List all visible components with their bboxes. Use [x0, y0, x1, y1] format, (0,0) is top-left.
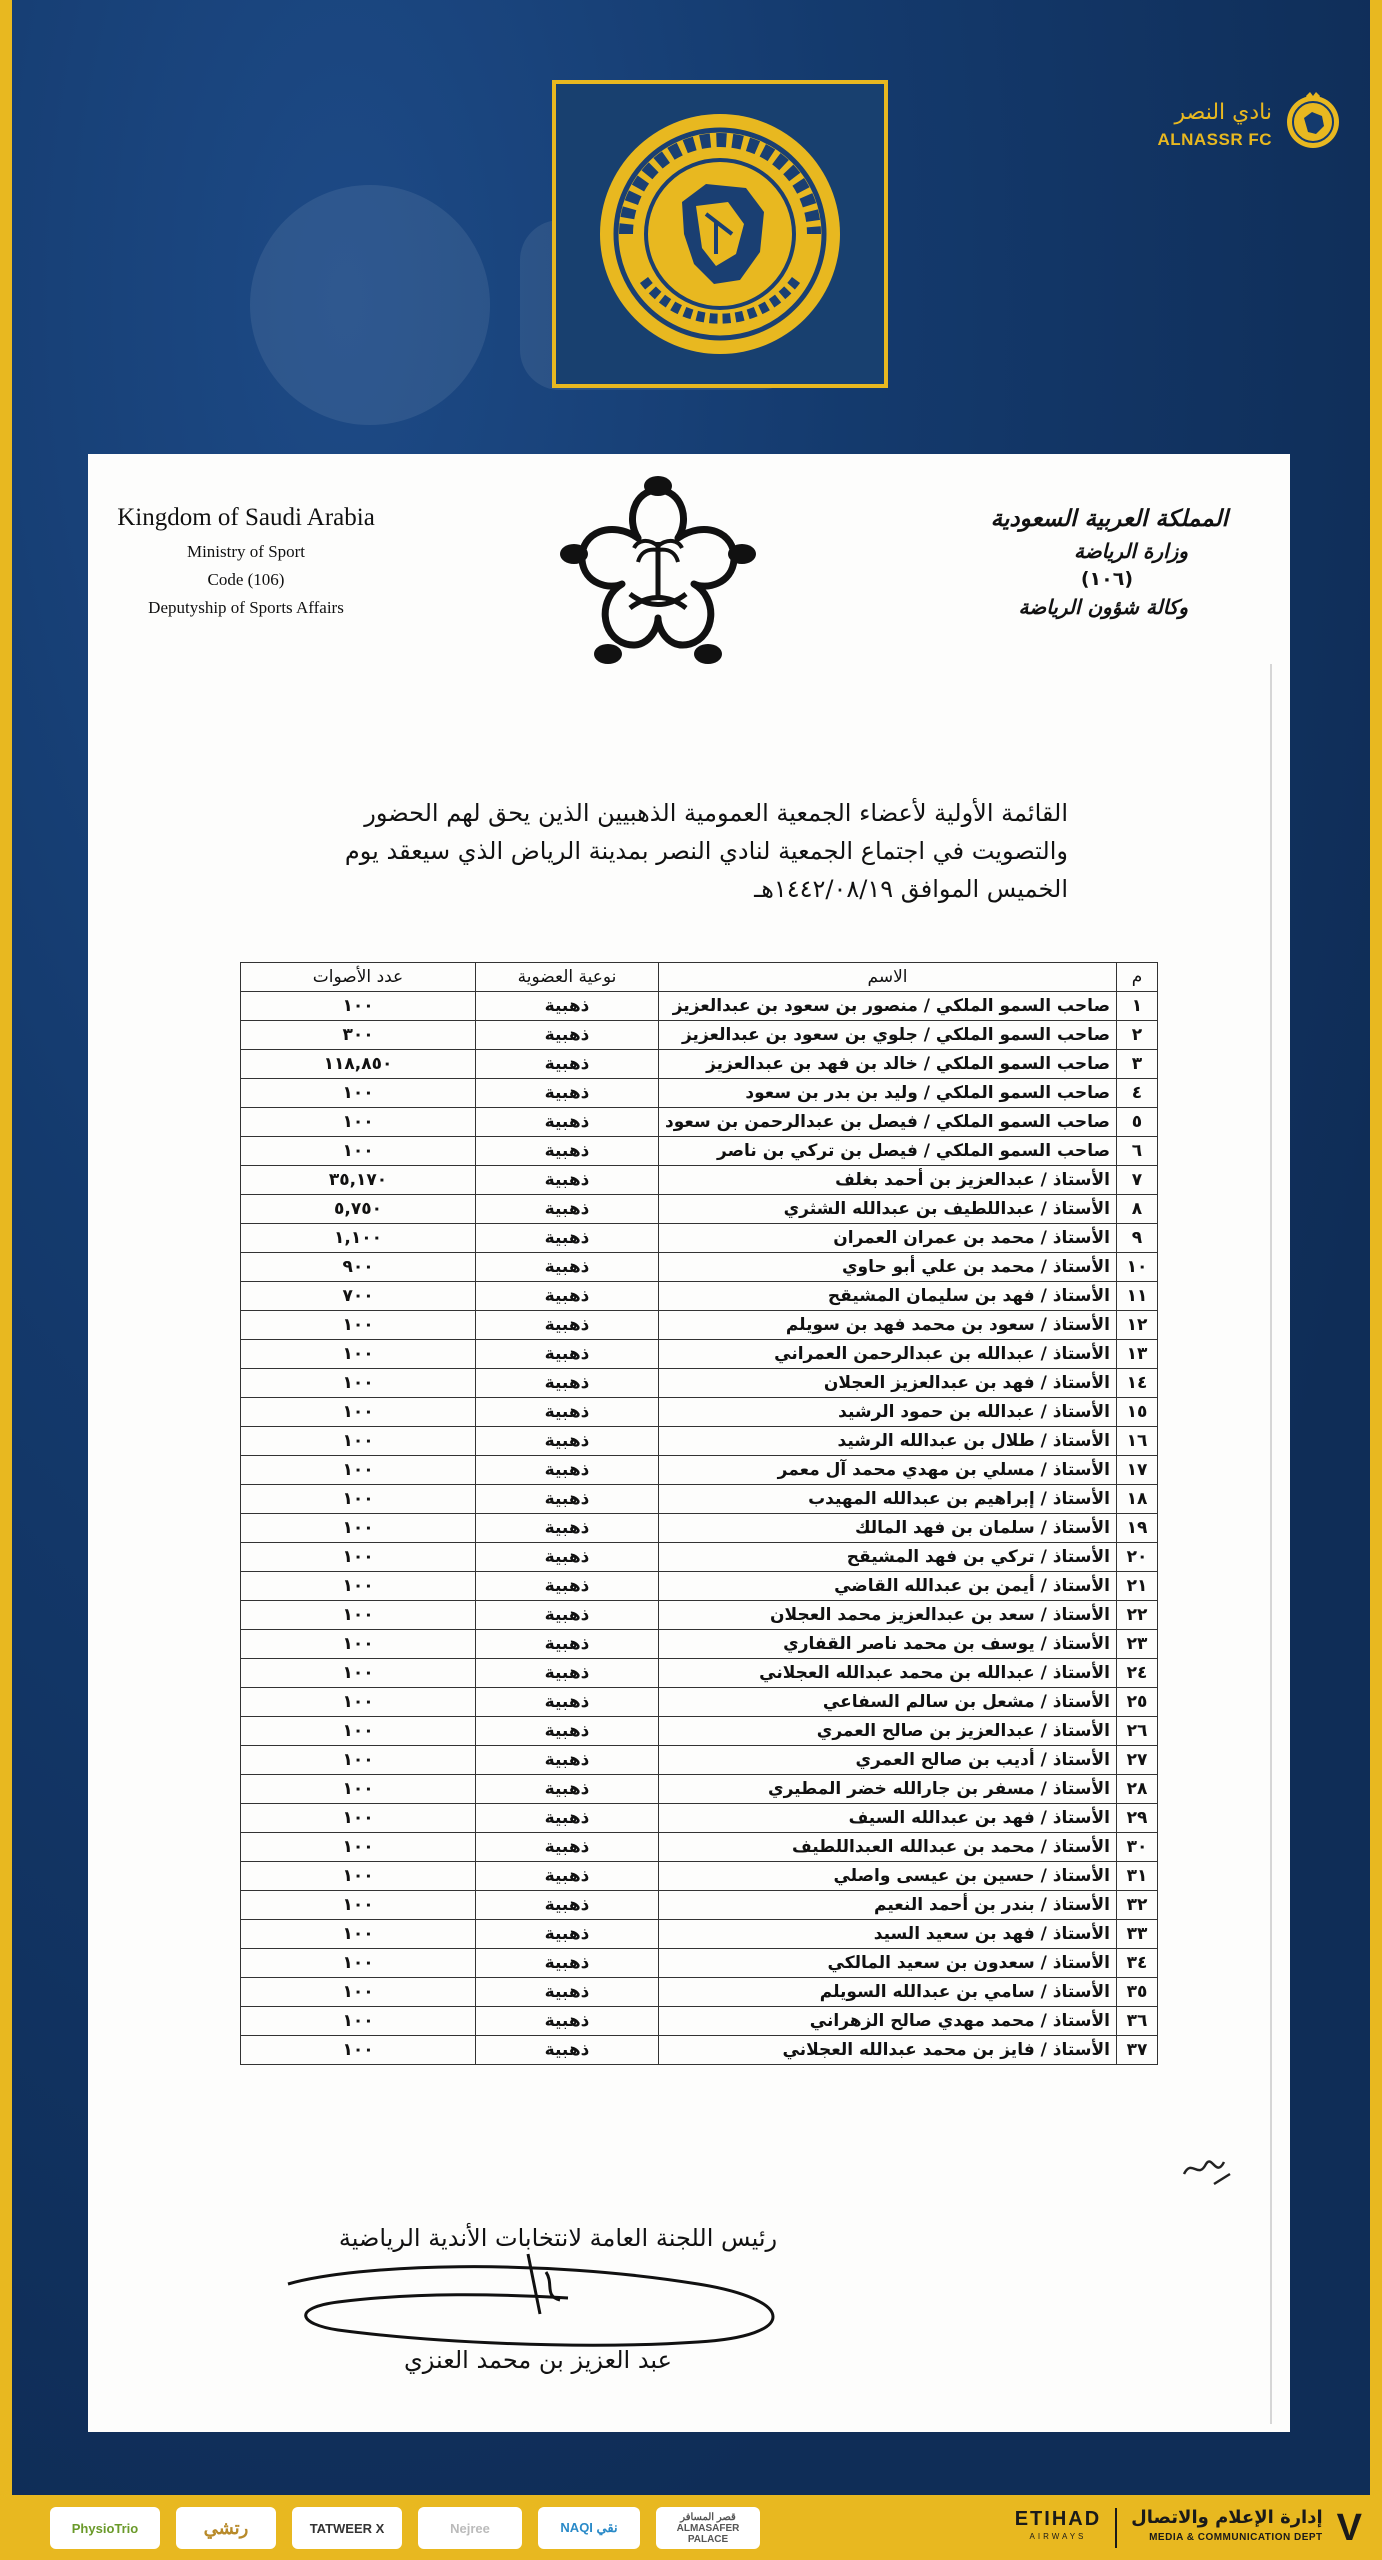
header-ar-line1: المملكة العربية السعودية — [990, 506, 1228, 532]
membership-type: ذهبية — [476, 1514, 659, 1543]
row-number: ٩ — [1117, 1224, 1158, 1253]
member-name: الأستاذ / سلمان بن فهد المالك — [659, 1514, 1117, 1543]
row-number: ١٢ — [1117, 1311, 1158, 1340]
membership-type: ذهبية — [476, 1659, 659, 1688]
brand-logo-icon — [1282, 88, 1344, 150]
vote-count: ١٠٠ — [241, 992, 476, 1021]
table-row — [241, 992, 1158, 1021]
member-name: الأستاذ / عبدالله بن محمد عبدالله العجلاني — [659, 1659, 1117, 1688]
table-row — [241, 1775, 1158, 1804]
row-number: ١٥ — [1117, 1398, 1158, 1427]
table-row — [241, 1746, 1158, 1775]
table-row — [241, 1166, 1158, 1195]
header-en-line2: Ministry of Sport — [186, 542, 306, 561]
brand-name-en: ALNASSR FC — [1157, 130, 1272, 149]
club-crest-icon — [556, 84, 884, 384]
row-number: ١٠ — [1117, 1253, 1158, 1282]
vote-count: ١,١٠٠ — [241, 1224, 476, 1253]
member-name: الأستاذ / أديب بن صالح العمري — [659, 1746, 1117, 1775]
sponsor-footer — [0, 2495, 1382, 2560]
table-row — [241, 1108, 1158, 1137]
header-en-line3: Code (106) — [207, 570, 285, 589]
member-name: الأستاذ / محمد بن عبدالله العبداللطيف — [659, 1833, 1117, 1862]
brand-name-ar: نادي النصر — [1174, 100, 1272, 125]
table-row — [241, 1862, 1158, 1891]
membership-type: ذهبية — [476, 1195, 659, 1224]
membership-type: ذهبية — [476, 1601, 659, 1630]
membership-type: ذهبية — [476, 1369, 659, 1398]
membership-type: ذهبية — [476, 1862, 659, 1891]
media-dept-en: MEDIA & COMMUNICATION DEPT — [1149, 2532, 1323, 2543]
row-number: ٢٦ — [1117, 1717, 1158, 1746]
membership-type: ذهبية — [476, 1427, 659, 1456]
vote-count: ١٠٠ — [241, 1311, 476, 1340]
membership-type: ذهبية — [476, 1746, 659, 1775]
row-number: ١٩ — [1117, 1514, 1158, 1543]
row-number: ٣٥ — [1117, 1978, 1158, 2007]
member-name: الأستاذ / فهد بن عبدالله السيف — [659, 1804, 1117, 1833]
sponsor-nejree-logo: Nejree — [418, 2507, 522, 2549]
member-name: صاحب السمو الملكي / جلوي بن سعود بن عبدالعزيز — [659, 1021, 1117, 1050]
header-ar-line3: (١٠٦) — [1080, 568, 1133, 590]
member-name: الأستاذ / سعود بن محمد فهد بن سويلم — [659, 1311, 1117, 1340]
row-number: ٨ — [1117, 1195, 1158, 1224]
member-name: الأستاذ / سعد بن عبدالعزيز محمد العجلان — [659, 1601, 1117, 1630]
vote-count: ١٠٠ — [241, 2007, 476, 2036]
vote-count: ٣٠٠ — [241, 1021, 476, 1050]
membership-type: ذهبية — [476, 1920, 659, 1949]
row-number: ٥ — [1117, 1108, 1158, 1137]
table-row — [241, 1514, 1158, 1543]
vote-count: ١٠٠ — [241, 1717, 476, 1746]
membership-type: ذهبية — [476, 1021, 659, 1050]
member-name: صاحب السمو الملكي / وليد بن بدر بن سعود — [659, 1079, 1117, 1108]
row-number: ١٣ — [1117, 1340, 1158, 1369]
table-row — [241, 1021, 1158, 1050]
membership-type: ذهبية — [476, 1282, 659, 1311]
row-number: ٣٢ — [1117, 1891, 1158, 1920]
table-row — [241, 1195, 1158, 1224]
member-name: صاحب السمو الملكي / خالد بن فهد بن عبدالعزيز — [659, 1050, 1117, 1079]
signature-title: رئيس اللجنة العامة لانتخابات الأندية الرياضية — [338, 2224, 778, 2252]
vote-count: ١٠٠ — [241, 1833, 476, 1862]
table-row — [241, 2007, 1158, 2036]
document-title-line2: والتصويت في اجتماع الجمعية لنادي النصر بمدينة الرياض الذي سيعقد يوم — [344, 837, 1068, 865]
member-name: الأستاذ / مسلي بن مهدي محمد آل معمر — [659, 1456, 1117, 1485]
vote-count: ١٠٠ — [241, 1543, 476, 1572]
membership-type: ذهبية — [476, 1949, 659, 1978]
vote-count: ١١٨,٨٥٠ — [241, 1050, 476, 1079]
column-header-votes: عدد الأصوات — [241, 963, 476, 992]
row-number: ٣١ — [1117, 1862, 1158, 1891]
membership-type: ذهبية — [476, 992, 659, 1021]
table-row — [241, 1456, 1158, 1485]
membership-type: ذهبية — [476, 1050, 659, 1079]
membership-type: ذهبية — [476, 1688, 659, 1717]
partner-etihad-logo — [1015, 2510, 1101, 2546]
signature-name: عبد العزيز بن محمد العنزي — [404, 2346, 672, 2374]
document-title — [228, 794, 1068, 908]
table-row — [241, 1717, 1158, 1746]
row-number: ١٤ — [1117, 1369, 1158, 1398]
row-number: ١٨ — [1117, 1485, 1158, 1514]
membership-type: ذهبية — [476, 1775, 659, 1804]
member-name: الأستاذ / عبدالله بن حمود الرشيد — [659, 1398, 1117, 1427]
table-body — [241, 992, 1158, 2065]
membership-type: ذهبية — [476, 1166, 659, 1195]
header-ar-line4: وكالة شؤون الرياضة — [1018, 595, 1188, 619]
sponsor-ritshi-logo: رتشي — [176, 2507, 276, 2549]
member-name: الأستاذ / مسفر بن جارالله خضر المطيري — [659, 1775, 1117, 1804]
media-dept-v-icon: V — [1336, 2506, 1362, 2549]
row-number: ٧ — [1117, 1166, 1158, 1195]
table-row — [241, 1079, 1158, 1108]
membership-type: ذهبية — [476, 1485, 659, 1514]
row-number: ٢٩ — [1117, 1804, 1158, 1833]
row-number: ٢٢ — [1117, 1601, 1158, 1630]
member-name: الأستاذ / محمد بن علي أبو حاوي — [659, 1253, 1117, 1282]
member-name: الأستاذ / محمد بن عمران العمران — [659, 1224, 1117, 1253]
margin-initials-mark — [1178, 2144, 1238, 2194]
table-row — [241, 1804, 1158, 1833]
member-name: الأستاذ / فهد بن سعيد السيد — [659, 1920, 1117, 1949]
membership-type: ذهبية — [476, 1717, 659, 1746]
row-number: ٣٤ — [1117, 1949, 1158, 1978]
row-number: ١ — [1117, 992, 1158, 1021]
right-gold-stripe — [1370, 0, 1382, 2495]
vote-count: ١٠٠ — [241, 1804, 476, 1833]
member-name: الأستاذ / عبدالله بن عبدالرحمن العمراني — [659, 1340, 1117, 1369]
table-row — [241, 1224, 1158, 1253]
partner-name: ETIHAD — [1014, 2508, 1102, 2530]
vote-count: ١٠٠ — [241, 1398, 476, 1427]
vote-count: ١٠٠ — [241, 1137, 476, 1166]
media-dept-ar: إدارة الإعلام والاتصال — [1131, 2507, 1323, 2528]
member-name: الأستاذ / فايز بن محمد عبدالله العجلاني — [659, 2036, 1117, 2065]
member-name: الأستاذ / سامي بن عبدالله السويلم — [659, 1978, 1117, 2007]
document-title-line1: القائمة الأولية لأعضاء الجمعية العمومية الذهبيين الذين يحق لهم الحضور — [364, 799, 1068, 827]
vote-count: ١٠٠ — [241, 1659, 476, 1688]
table-row — [241, 1369, 1158, 1398]
member-name: الأستاذ / عبدالعزيز بن صالح العمري — [659, 1717, 1117, 1746]
vote-count: ١٠٠ — [241, 1340, 476, 1369]
table-row — [241, 1311, 1158, 1340]
table-row — [241, 1659, 1158, 1688]
vote-count: ١٠٠ — [241, 1949, 476, 1978]
vote-count: ١٠٠ — [241, 1369, 476, 1398]
row-number: ١١ — [1117, 1282, 1158, 1311]
vote-count: ١٠٠ — [241, 1079, 476, 1108]
member-name: الأستاذ / مشعل بن سالم السفاعي — [659, 1688, 1117, 1717]
vote-count: ١٠٠ — [241, 1630, 476, 1659]
membership-type: ذهبية — [476, 1543, 659, 1572]
row-number: ٢ — [1117, 1021, 1158, 1050]
vote-count: ١٠٠ — [241, 1572, 476, 1601]
table-row — [241, 1833, 1158, 1862]
membership-type: ذهبية — [476, 1253, 659, 1282]
membership-type: ذهبية — [476, 1079, 659, 1108]
footer-divider — [1115, 2508, 1117, 2548]
table-row — [241, 1485, 1158, 1514]
table-row — [241, 1427, 1158, 1456]
row-number: ٣٠ — [1117, 1833, 1158, 1862]
table-row — [241, 2036, 1158, 2065]
table-row — [241, 1920, 1158, 1949]
table-row — [241, 1050, 1158, 1079]
vote-count: ١٠٠ — [241, 1514, 476, 1543]
membership-type: ذهبية — [476, 2036, 659, 2065]
membership-type: ذهبية — [476, 1572, 659, 1601]
row-number: ٢٧ — [1117, 1746, 1158, 1775]
member-name: الأستاذ / طلال بن عبدالله الرشيد — [659, 1427, 1117, 1456]
membership-type: ذهبية — [476, 1978, 659, 2007]
membership-type: ذهبية — [476, 1340, 659, 1369]
member-name: الأستاذ / فهد بن سليمان المشيقح — [659, 1282, 1117, 1311]
vote-count: ١٠٠ — [241, 1108, 476, 1137]
scan-edge-line — [1270, 664, 1272, 2424]
member-name: صاحب السمو الملكي / فيصل بن تركي بن ناصر — [659, 1137, 1117, 1166]
vote-count: ٧٠٠ — [241, 1282, 476, 1311]
column-header-name: الاسم — [659, 963, 1117, 992]
table-row — [241, 1601, 1158, 1630]
club-brand — [1104, 82, 1344, 162]
member-name: الأستاذ / فهد بن عبدالعزيز العجلان — [659, 1369, 1117, 1398]
member-name: الأستاذ / يوسف بن محمد ناصر القفاري — [659, 1630, 1117, 1659]
row-number: ٢١ — [1117, 1572, 1158, 1601]
header-en-line1: Kingdom of Saudi Arabia — [117, 504, 375, 531]
table-row — [241, 1572, 1158, 1601]
membership-type: ذهبية — [476, 1833, 659, 1862]
table-row — [241, 1978, 1158, 2007]
header-en-line4: Deputyship of Sports Affairs — [148, 598, 344, 617]
row-number: ٤ — [1117, 1079, 1158, 1108]
row-number: ٢٣ — [1117, 1630, 1158, 1659]
member-name: صاحب السمو الملكي / منصور بن سعود بن عبدالعزيز — [659, 992, 1117, 1021]
table-row — [241, 1543, 1158, 1572]
membership-type: ذهبية — [476, 1311, 659, 1340]
header-arabic — [928, 506, 1228, 619]
member-name: الأستاذ / عبدالعزيز بن أحمد بغلف — [659, 1166, 1117, 1195]
table-header-row — [241, 963, 1158, 992]
row-number: ٣٣ — [1117, 1920, 1158, 1949]
member-name: الأستاذ / تركي بن فهد المشيقح — [659, 1543, 1117, 1572]
sponsor-physiotrio-logo: PhysioTrio — [50, 2507, 160, 2549]
table-row — [241, 1282, 1158, 1311]
vote-count: ٩٠٠ — [241, 1253, 476, 1282]
member-name: الأستاذ / حسين بن عيسى واصلي — [659, 1862, 1117, 1891]
table-row — [241, 1630, 1158, 1659]
vote-count: ١٠٠ — [241, 1775, 476, 1804]
table-row — [241, 1949, 1158, 1978]
vote-count: ٥,٧٥٠ — [241, 1195, 476, 1224]
row-number: ٢٨ — [1117, 1775, 1158, 1804]
sponsor-naqi-logo: NAQI نقي — [538, 2507, 640, 2549]
membership-type: ذهبية — [476, 2007, 659, 2036]
vote-count: ١٠٠ — [241, 1862, 476, 1891]
vote-count: ٣٥,١٧٠ — [241, 1166, 476, 1195]
members-table — [240, 962, 1158, 2065]
column-header-num: م — [1117, 963, 1158, 992]
member-name: الأستاذ / سعدون بن سعيد المالكي — [659, 1949, 1117, 1978]
table-row — [241, 1398, 1158, 1427]
row-number: ١٦ — [1117, 1427, 1158, 1456]
vote-count: ١٠٠ — [241, 1485, 476, 1514]
membership-type: ذهبية — [476, 1398, 659, 1427]
document-title-line3: الخميس الموافق ١٤٤٢/٠٨/١٩هـ — [754, 875, 1068, 903]
vote-count: ١٠٠ — [241, 1601, 476, 1630]
table-row — [241, 1891, 1158, 1920]
vote-count: ١٠٠ — [241, 1688, 476, 1717]
table-row — [241, 1137, 1158, 1166]
vote-count: ١٠٠ — [241, 1746, 476, 1775]
membership-type: ذهبية — [476, 1137, 659, 1166]
header-english — [106, 504, 386, 626]
membership-type: ذهبية — [476, 1630, 659, 1659]
left-gold-stripe — [0, 0, 12, 2495]
membership-type: ذهبية — [476, 1456, 659, 1485]
sponsor-almasafer-logo: قصر المسافر ALMASAFER PALACE — [656, 2507, 760, 2549]
member-name: الأستاذ / محمد مهدي صالح الزهراني — [659, 2007, 1117, 2036]
row-number: ٣٦ — [1117, 2007, 1158, 2036]
member-name: الأستاذ / إبراهيم بن عبدالله المهيدب — [659, 1485, 1117, 1514]
member-name: الأستاذ / بندر بن أحمد النعيم — [659, 1891, 1117, 1920]
row-number: ٣٧ — [1117, 2036, 1158, 2065]
row-number: ٢٠ — [1117, 1543, 1158, 1572]
partner-sub: AIRWAYS — [1029, 2532, 1087, 2541]
vote-count: ١٠٠ — [241, 1456, 476, 1485]
row-number: ١٧ — [1117, 1456, 1158, 1485]
sponsor-tatweer-logo: TATWEER X — [292, 2507, 402, 2549]
row-number: ٢٤ — [1117, 1659, 1158, 1688]
table-row — [241, 1253, 1158, 1282]
ministry-emblem-icon — [558, 468, 758, 698]
vote-count: ١٠٠ — [241, 1920, 476, 1949]
row-number: ٣ — [1117, 1050, 1158, 1079]
club-crest-box — [552, 80, 888, 388]
vote-count: ١٠٠ — [241, 1978, 476, 2007]
column-header-type: نوعية العضوية — [476, 963, 659, 992]
membership-type: ذهبية — [476, 1224, 659, 1253]
vote-count: ١٠٠ — [241, 1427, 476, 1456]
table-row — [241, 1340, 1158, 1369]
member-name: صاحب السمو الملكي / فيصل بن عبدالرحمن بن سعود — [659, 1108, 1117, 1137]
member-name: الأستاذ / عبداللطيف بن عبدالله الشثري — [659, 1195, 1117, 1224]
media-dept-label — [1131, 2508, 1322, 2548]
membership-type: ذهبية — [476, 1891, 659, 1920]
table-row — [241, 1688, 1158, 1717]
row-number: ٢٥ — [1117, 1688, 1158, 1717]
member-name: الأستاذ / أيمن بن عبدالله القاضي — [659, 1572, 1117, 1601]
membership-type: ذهبية — [476, 1108, 659, 1137]
membership-type: ذهبية — [476, 1804, 659, 1833]
header-ar-line2: وزارة الرياضة — [1073, 539, 1188, 563]
media-department — [1015, 2505, 1362, 2551]
document-page — [88, 454, 1290, 2432]
vote-count: ١٠٠ — [241, 1891, 476, 1920]
vote-count: ١٠٠ — [241, 2036, 476, 2065]
row-number: ٦ — [1117, 1137, 1158, 1166]
